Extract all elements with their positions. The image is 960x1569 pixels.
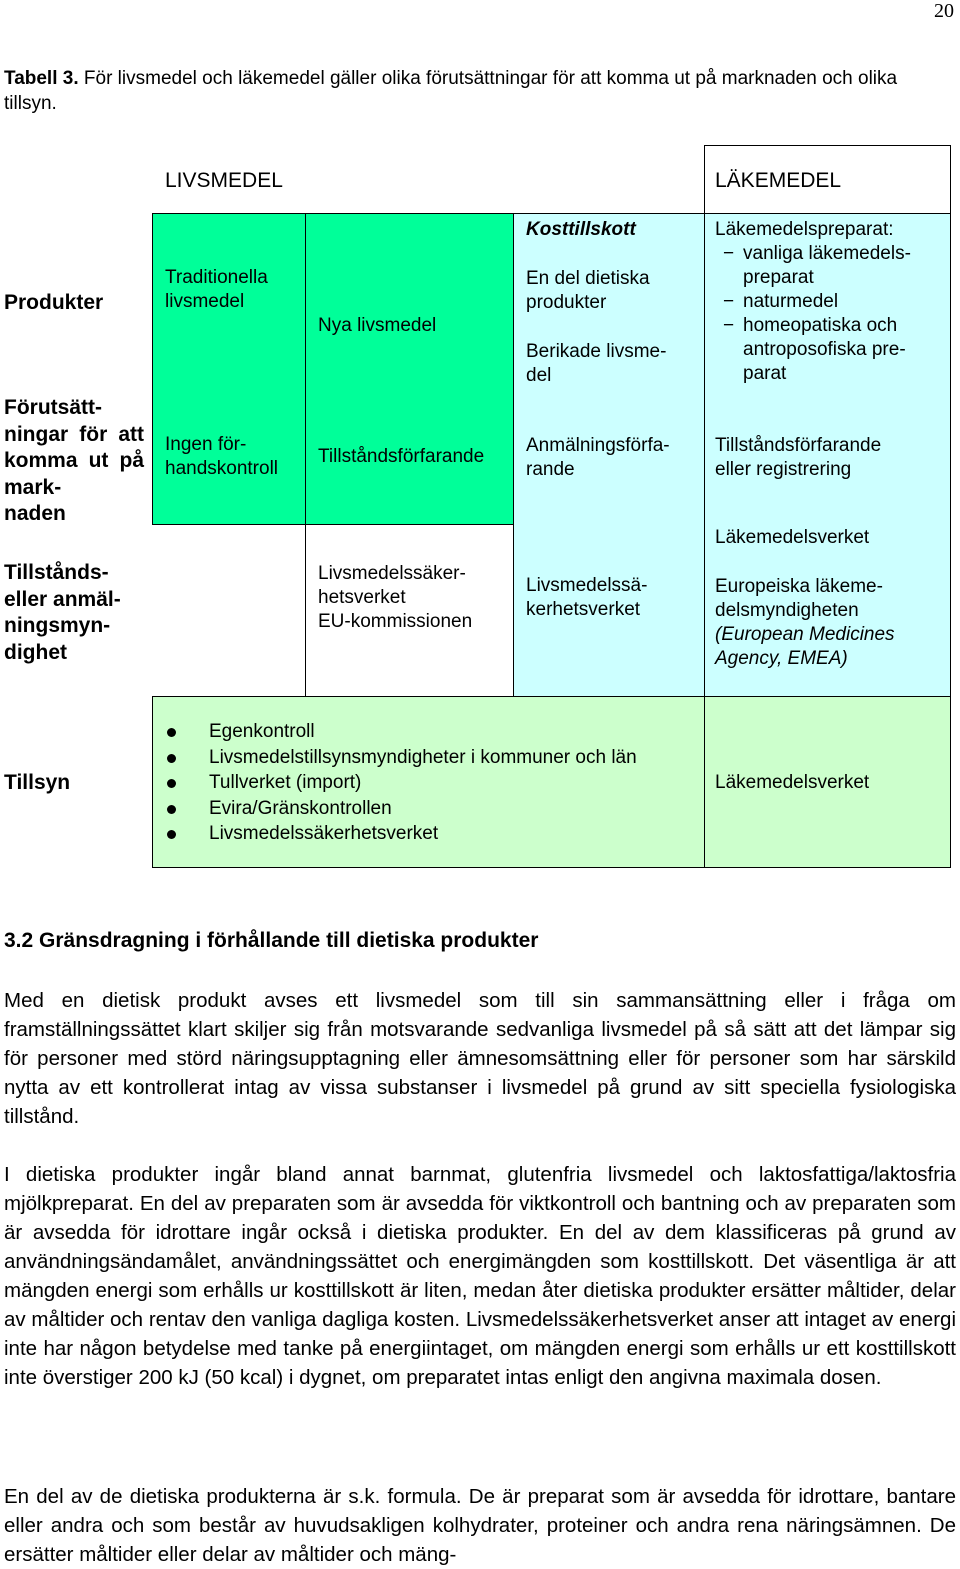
food-supervision-cell xyxy=(152,696,705,868)
list-item: Evira/Gränskontrollen xyxy=(153,796,637,822)
list-item: Tullverket (import) xyxy=(153,770,637,796)
drugs-list-item: − homeopatiska och antroposofiska pre- parat xyxy=(723,315,906,384)
paragraph: En del av de dietiska produkterna är s.k. formula. De är preparat som är avsedda för idrottare, bantare eller andra och som består av huvudsakligen kolhydrater, proteiner och andra rena näringsämnen. De ersätter måltider eller delar av måltider och mäng- xyxy=(4,1485,956,1566)
supplements-condition: Anmälningsförfa- rande xyxy=(526,435,670,480)
divider xyxy=(305,525,306,697)
supplements-line-2: Berikade livsme- del xyxy=(526,341,667,386)
supplements-line-1: En del dietiska produkter xyxy=(526,268,650,313)
section-heading: 3.2 Gränsdragning i förhållande till dietiska produkter xyxy=(4,929,539,952)
novel-product: Nya livsmedel xyxy=(318,315,437,336)
list-item: Livsmedelstillsynsmyndigheter i kommuner och län xyxy=(153,745,637,771)
drugs-products xyxy=(715,218,939,386)
row-label-supervision: Tillsyn xyxy=(4,771,71,794)
traditional-product: Traditionella livsmedel xyxy=(165,267,268,312)
list-item: Livsmedelssäkerhetsverket xyxy=(153,821,637,847)
paragraph: Med en dietisk produkt avses ett livsmedel som till sin sammansättning eller i fråga om framställningssättet klart skiljer sig från motsvarande sedvanliga livsmedel på så sätt att det lämpar sig för personer med störd näringsupptagning eller ämnesomsättning eller för personer som har särskild nytta av ett kontrollerat intag av vissa substanser i livsmedel på grund av sitt speciella fysiologiska tillstånd. xyxy=(4,989,956,1128)
drugs-intro: Läkemedelspreparat: xyxy=(715,219,894,240)
caption-text: För livsmedel och läkemedel gäller olika förutsättningar för att komma ut på marknaden och olika tillsyn. xyxy=(4,68,898,114)
drugs-condition: Tillståndsförfarande eller registrering xyxy=(715,435,882,480)
row-label-products: Produkter xyxy=(4,291,104,314)
drugs-authority-1: Läkemedelsverket xyxy=(715,527,870,548)
drugs-authority-3: (European Medicines Agency, EMEA) xyxy=(715,624,895,669)
novel-condition: Tillståndsförfarande xyxy=(318,446,485,467)
page-number: 20 xyxy=(934,0,954,22)
paragraph: I dietiska produkter ingår bland annat barnmat, glutenfria livsmedel och laktosfattiga/laktosfria mjölkpreparat. En del av preparaten som är avsedda för viktkontroll och bantning och av preparaten som är avsedda för idrottare ingår också i dietiska produkter. En del av dem klassificeras på grund av användningsändamålet, användningssättet och energimängden som kosttillskott. Det väsentliga är att mängden energi som erhålls ur kosttillskott är liten, medan åter dietiska produkter ersätter måltider, delar av måltider och rentav den vanliga dagliga kosten. Livsmedelssäkerhetsverket anser att intaget av energi inte har någon betydelse med tanke på energiintaget, om mängden energi som erhålls ur ett kosttillskott inte överstiger 200 kJ (50 kcal) i dygnet, om preparatet intas enligt den angivna maximala dosen. xyxy=(4,1163,956,1389)
supplements-title: Kosttillskott xyxy=(526,219,636,240)
header-food: LIVSMEDEL xyxy=(165,169,283,192)
supplements-authority: Livsmedelssä- kerhetsverket xyxy=(526,575,648,620)
list-item: Egenkontroll xyxy=(153,719,637,745)
table-caption xyxy=(4,66,954,116)
drugs-authority-2: Europeiska läkeme- delsmyndigheten xyxy=(715,576,883,621)
novel-authority: Livsmedelssäker- hetsverket EU-kommissionen xyxy=(318,563,473,632)
caption-label: Tabell 3. xyxy=(4,68,79,89)
traditional-condition: Ingen för- handskontroll xyxy=(165,434,279,479)
row-label-authority: Tillstånds- eller anmäl- ningsmyn- dighet xyxy=(4,561,121,664)
header-drug: LÄKEMEDEL xyxy=(715,169,842,192)
drugs-list-item: − vanliga läkemedels- preparat xyxy=(723,243,911,288)
header-drug-cell xyxy=(704,145,951,215)
drugs-list xyxy=(715,242,939,386)
row-label-conditions: Förutsätt- ningar för att komma ut på mark- naden xyxy=(4,396,144,525)
drug-supervision-cell xyxy=(704,696,951,868)
food-supervision-list xyxy=(153,719,637,847)
divider xyxy=(305,213,306,525)
drug-supervision: Läkemedelsverket xyxy=(715,772,870,793)
drugs-list-item: − naturmedel xyxy=(723,291,839,312)
novel-authority-eu: EU-kommissionen xyxy=(318,611,473,632)
